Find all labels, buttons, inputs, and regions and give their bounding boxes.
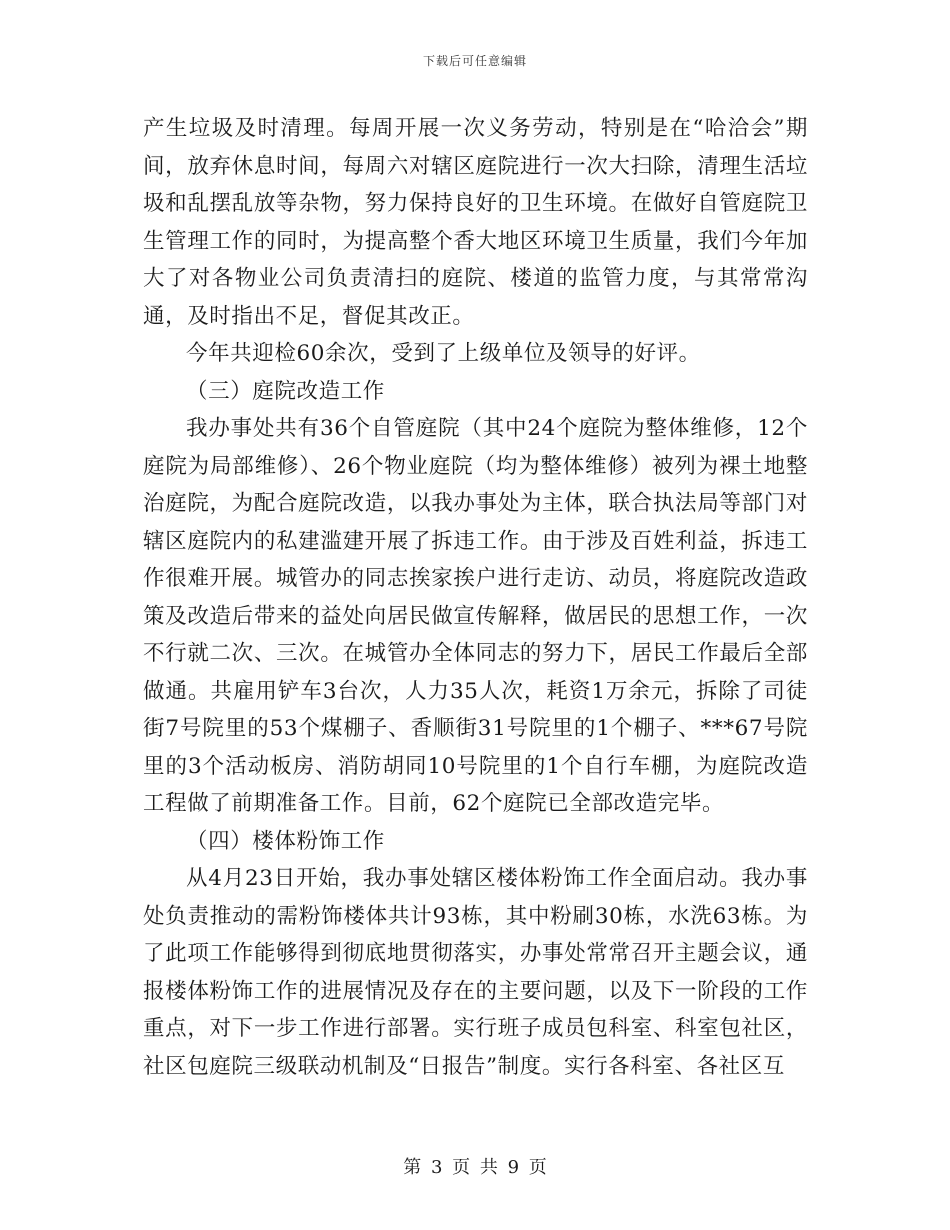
section-heading: （四）楼体粉饰工作 [186, 828, 385, 854]
paragraph: 从4月23日开始，我办事处辖区楼体粉饰工作全面启动。我办事处负责推动的需粉饰楼体共计93栋，其中粉刷30栋，水洗63栋。为了此项工作能够得到彻底地贯彻落实，办事处常常召开主题会议，通报楼体粉饰工作的进展情况及存在的主要问题，以及下一阶段的工作重点，对下一步工作进行部署。实行班子成员包科室、科室包社区，社区包庭院三级联动机制及“日报告”制度。实行各科室、各社区互 [143, 866, 808, 1079]
paragraph: 产生垃圾及时清理。每周开展一次义务劳动，特别是在“哈洽会”期间，放弃休息时间，每周六对辖区庭院进行一次大扫除，清理生活垃圾和乱摆乱放等杂物，努力保持良好的卫生环境。在做好自管庭院卫生管理工作的同时，为提高整个香大地区环境卫生质量，我们今年加大了对各物业公司负责清扫的庭院、楼道的监管力度，与其常常沟通，及时指出不足，督促其改正。 [143, 116, 808, 329]
paragraph: 我办事处共有36个自管庭院（其中24个庭院为整体维修，12个庭院为局部维修）、26个物业庭院（均为整体维修）被列为裸土地整治庭院，为配合庭院改造，以我办事处为主体，联合执法局等部门对辖区庭院内的私建滥建开展了拆违工作。由于涉及百姓利益，拆违工作很难开展。城管办的同志挨家挨户进行走访、动员，将庭院改造政策及改造后带来的益处向居民做宣传解释，做居民的思想工作，一次不行就二次、三次。在城管办全体同志的努力下，居民工作最后全部做通。共雇用铲车3台次，人力35人次，耗资1万余元，拆除了司徒街7号院里的53个煤棚子、香顺街31号院里的1个棚子、***67号院里的3个活动板房、消防胡同10号院里的1个自行车棚，为庭院改造工程做了前期准备工作。目前，62个庭院已全部改造完毕。 [143, 416, 808, 816]
document-body [143, 110, 808, 1085]
page-footer: 第 3 页 共 9 页 [403, 1157, 547, 1178]
page-header: 下载后可任意编辑 [422, 54, 527, 68]
paragraph: 今年共迎检60余次，受到了上级单位及领导的好评。 [186, 341, 701, 366]
section-heading: （三）庭院改造工作 [186, 378, 385, 404]
